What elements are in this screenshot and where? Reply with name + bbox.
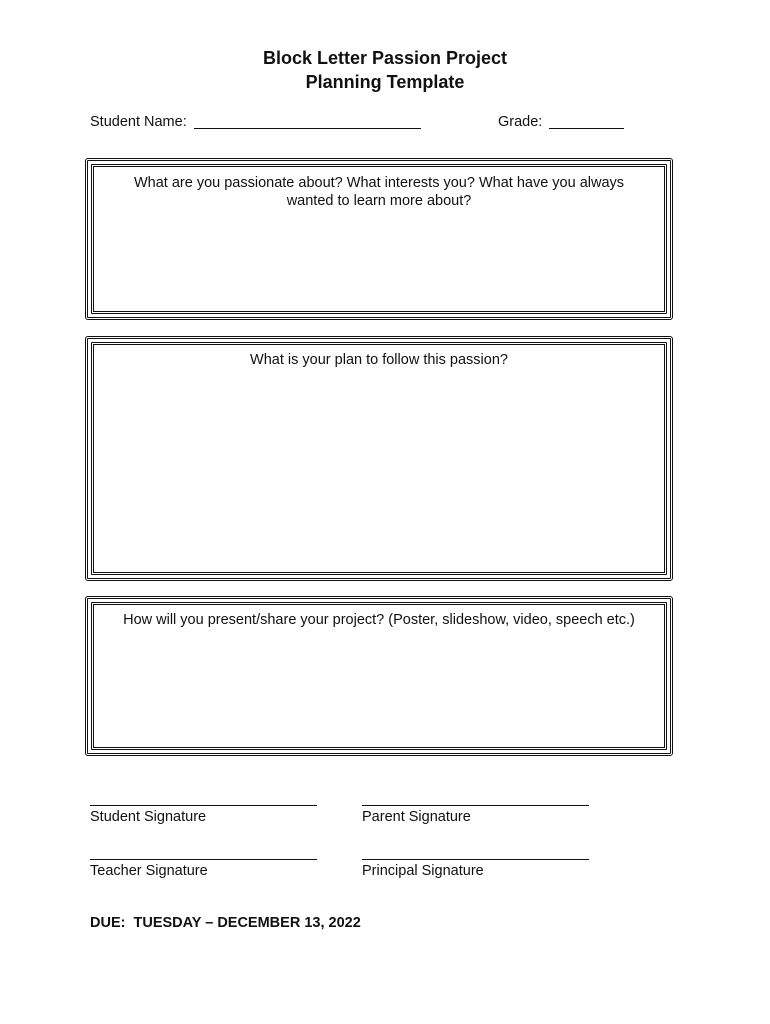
parent-signature-label: Parent Signature	[362, 809, 471, 825]
grade-label: Grade:	[498, 114, 543, 130]
passion-prompt: What are you passionate about? What interests you? What have you always wanted to learn more about?	[133, 175, 625, 209]
student-name-field[interactable]	[194, 128, 421, 129]
principal-signature-line[interactable]	[362, 859, 589, 860]
present-prompt: How will you present/share your project? (Poster, slideshow, video, speech etc.)	[123, 612, 635, 628]
parent-signature-line[interactable]	[362, 805, 589, 806]
student-signature-line[interactable]	[90, 805, 317, 806]
plan-answer-area[interactable]	[91, 342, 667, 575]
present-answer-box[interactable]	[85, 596, 673, 756]
passion-answer-box[interactable]	[85, 158, 673, 320]
student-name-label: Student Name:	[90, 114, 187, 130]
passion-answer-area[interactable]	[91, 164, 667, 314]
plan-answer-box[interactable]	[85, 336, 673, 581]
present-answer-area[interactable]	[91, 602, 667, 750]
grade-field[interactable]	[549, 128, 624, 129]
due-date: DUE: TUESDAY – DECEMBER 13, 2022	[90, 915, 361, 931]
document-title: Block Letter Passion Project	[262, 48, 508, 68]
plan-prompt: What is your plan to follow this passion?	[250, 352, 508, 368]
teacher-signature-line[interactable]	[90, 859, 317, 860]
teacher-signature-label: Teacher Signature	[90, 863, 208, 879]
document-subtitle: Planning Template	[305, 72, 465, 92]
student-signature-label: Student Signature	[90, 809, 207, 825]
principal-signature-label: Principal Signature	[362, 863, 484, 879]
